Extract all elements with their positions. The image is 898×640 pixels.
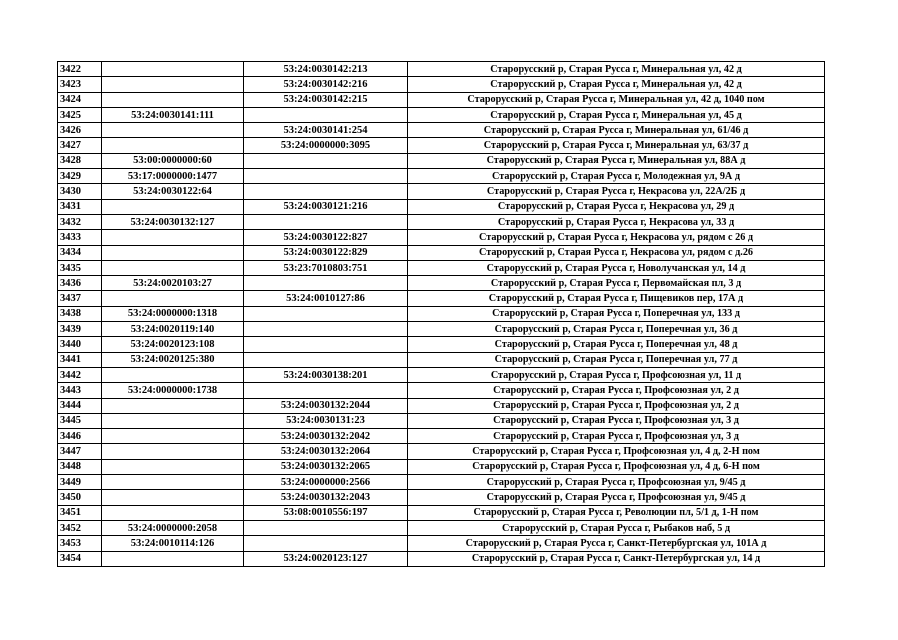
cadastral-number-1: 53:24:0030141:111 (102, 107, 244, 122)
cadastral-number-2: 53:24:0030132:2064 (244, 444, 408, 459)
address: Старорусский р, Старая Русса г, Профсоюзная ул, 2 д (408, 383, 825, 398)
cadastral-number-1 (102, 62, 244, 77)
row-number: 3427 (58, 138, 102, 153)
cadastral-number-1 (102, 138, 244, 153)
cadastral-number-1 (102, 92, 244, 107)
cadastral-number-1: 53:24:0030122:64 (102, 184, 244, 199)
table-row (58, 123, 825, 138)
row-number: 3422 (58, 62, 102, 77)
address: Старорусский р, Старая Русса г, Минеральная ул, 45 д (408, 107, 825, 122)
cadastral-number-1 (102, 475, 244, 490)
cadastral-number-2: 53:24:0010127:86 (244, 291, 408, 306)
row-number: 3437 (58, 291, 102, 306)
table-row (58, 505, 825, 520)
cadastral-number-2 (244, 322, 408, 337)
row-number: 3453 (58, 536, 102, 551)
table-body (58, 62, 825, 567)
cadastral-number-1 (102, 123, 244, 138)
cadastral-number-2 (244, 520, 408, 535)
row-number: 3440 (58, 337, 102, 352)
cadastral-number-1 (102, 199, 244, 214)
row-number: 3431 (58, 199, 102, 214)
cadastral-number-1 (102, 413, 244, 428)
address: Старорусский р, Старая Русса г, Санкт-Петербургская ул, 101А д (408, 536, 825, 551)
address: Старорусский р, Старая Русса г, Минеральная ул, 42 д (408, 77, 825, 92)
address: Старорусский р, Старая Русса г, Поперечная ул, 133 д (408, 306, 825, 321)
table-row (58, 459, 825, 474)
address: Старорусский р, Старая Русса г, Некрасова ул, 33 д (408, 214, 825, 229)
cadastral-number-2: 53:24:0030142:215 (244, 92, 408, 107)
address: Старорусский р, Старая Русса г, Профсоюзная ул, 2 д (408, 398, 825, 413)
cadastral-number-2 (244, 169, 408, 184)
address: Старорусский р, Старая Русса г, Поперечная ул, 77 д (408, 352, 825, 367)
address: Старорусский р, Старая Русса г, Некрасова ул, 22А/2Б д (408, 184, 825, 199)
row-number: 3442 (58, 367, 102, 382)
table-row (58, 245, 825, 260)
table-row (58, 276, 825, 291)
table-row (58, 62, 825, 77)
cadastral-number-2 (244, 276, 408, 291)
address: Старорусский р, Старая Русса г, Минеральная ул, 42 д (408, 62, 825, 77)
cadastral-number-2 (244, 107, 408, 122)
row-number: 3423 (58, 77, 102, 92)
address: Старорусский р, Старая Русса г, Санкт-Петербургская ул, 14 д (408, 551, 825, 566)
cadastral-number-2: 53:24:0020123:127 (244, 551, 408, 566)
cadastral-number-1 (102, 444, 244, 459)
cadastral-number-1 (102, 260, 244, 275)
row-number: 3429 (58, 169, 102, 184)
cadastral-number-1: 53:24:0030132:127 (102, 214, 244, 229)
cadastral-number-2 (244, 214, 408, 229)
cadastral-number-2 (244, 306, 408, 321)
cadastral-number-1 (102, 367, 244, 382)
address: Старорусский р, Старая Русса г, Минеральная ул, 42 д, 1040 пом (408, 92, 825, 107)
cadastral-number-2: 53:24:0000000:2566 (244, 475, 408, 490)
table-row (58, 367, 825, 382)
row-number: 3449 (58, 475, 102, 490)
table-row (58, 413, 825, 428)
table-row (58, 536, 825, 551)
table-row (58, 230, 825, 245)
address: Старорусский р, Старая Русса г, Первомайская пл, 3 д (408, 276, 825, 291)
cadastral-number-2: 53:24:0030122:829 (244, 245, 408, 260)
row-number: 3432 (58, 214, 102, 229)
cadastral-number-1: 53:24:0020123:108 (102, 337, 244, 352)
cadastral-number-1 (102, 429, 244, 444)
table-row (58, 551, 825, 566)
address: Старорусский р, Старая Русса г, Некрасова ул, рядом с д.26 (408, 245, 825, 260)
row-number: 3446 (58, 429, 102, 444)
address: Старорусский р, Старая Русса г, Профсоюзная ул, 9/45 д (408, 490, 825, 505)
address: Старорусский р, Старая Русса г, Некрасова ул, рядом с 26 д (408, 230, 825, 245)
row-number: 3425 (58, 107, 102, 122)
cadastral-number-2 (244, 337, 408, 352)
row-number: 3450 (58, 490, 102, 505)
cadastral-number-1 (102, 230, 244, 245)
row-number: 3438 (58, 306, 102, 321)
cadastral-number-2: 53:08:0010556:197 (244, 505, 408, 520)
row-number: 3452 (58, 520, 102, 535)
row-number: 3448 (58, 459, 102, 474)
address: Старорусский р, Старая Русса г, Поперечная ул, 36 д (408, 322, 825, 337)
table-row (58, 260, 825, 275)
table-row (58, 214, 825, 229)
address: Старорусский р, Старая Русса г, Профсоюзная ул, 3 д (408, 413, 825, 428)
address: Старорусский р, Старая Русса г, Минеральная ул, 63/37 д (408, 138, 825, 153)
cadastral-number-1: 53:24:0020125:380 (102, 352, 244, 367)
table-row (58, 398, 825, 413)
table-row (58, 383, 825, 398)
cadastral-number-2: 53:23:7010803:751 (244, 260, 408, 275)
row-number: 3447 (58, 444, 102, 459)
address: Старорусский р, Старая Русса г, Минеральная ул, 61/46 д (408, 123, 825, 138)
cadastral-number-1: 53:24:0000000:2058 (102, 520, 244, 535)
cadastral-number-2: 53:24:0030132:2043 (244, 490, 408, 505)
table-row (58, 199, 825, 214)
cadastral-number-1: 53:17:0000000:1477 (102, 169, 244, 184)
table-row (58, 444, 825, 459)
cadastral-number-2 (244, 153, 408, 168)
row-number: 3436 (58, 276, 102, 291)
cadastral-number-2 (244, 536, 408, 551)
row-number: 3441 (58, 352, 102, 367)
table-row (58, 169, 825, 184)
table-row (58, 77, 825, 92)
cadastral-number-2: 53:24:0030121:216 (244, 199, 408, 214)
cadastral-number-1: 53:24:0010114:126 (102, 536, 244, 551)
table-row (58, 92, 825, 107)
row-number: 3426 (58, 123, 102, 138)
cadastral-number-2: 53:24:0030132:2042 (244, 429, 408, 444)
table-row (58, 490, 825, 505)
cadastral-number-2 (244, 352, 408, 367)
cadastral-number-1 (102, 505, 244, 520)
cadastral-number-1: 53:24:0020103:27 (102, 276, 244, 291)
address: Старорусский р, Старая Русса г, Профсоюзная ул, 11 д (408, 367, 825, 382)
address: Старорусский р, Старая Русса г, Молодежная ул, 9А д (408, 169, 825, 184)
row-number: 3433 (58, 230, 102, 245)
cadastral-number-2: 53:24:0030142:216 (244, 77, 408, 92)
cadastral-number-2: 53:24:0000000:3095 (244, 138, 408, 153)
cadastral-number-2: 53:24:0030142:213 (244, 62, 408, 77)
table-row (58, 153, 825, 168)
address: Старорусский р, Старая Русса г, Революции пл, 5/1 д, 1-Н пом (408, 505, 825, 520)
table-row (58, 520, 825, 535)
row-number: 3445 (58, 413, 102, 428)
cadastral-number-1: 53:24:0000000:1318 (102, 306, 244, 321)
property-register-table (57, 61, 825, 567)
row-number: 3424 (58, 92, 102, 107)
row-number: 3439 (58, 322, 102, 337)
row-number: 3428 (58, 153, 102, 168)
table-row (58, 475, 825, 490)
table-row (58, 429, 825, 444)
table-row (58, 107, 825, 122)
cadastral-number-1: 53:24:0000000:1738 (102, 383, 244, 398)
cadastral-number-2: 53:24:0030132:2044 (244, 398, 408, 413)
row-number: 3434 (58, 245, 102, 260)
row-number: 3451 (58, 505, 102, 520)
address: Старорусский р, Старая Русса г, Поперечная ул, 48 д (408, 337, 825, 352)
table-row (58, 306, 825, 321)
address: Старорусский р, Старая Русса г, Рыбаков наб, 5 д (408, 520, 825, 535)
cadastral-number-1 (102, 77, 244, 92)
address: Старорусский р, Старая Русса г, Пищевиков пер, 17А д (408, 291, 825, 306)
cadastral-number-2: 53:24:0030131:23 (244, 413, 408, 428)
cadastral-number-2: 53:24:0030138:201 (244, 367, 408, 382)
cadastral-number-1 (102, 291, 244, 306)
address: Старорусский р, Старая Русса г, Профсоюзная ул, 4 д, 6-Н пом (408, 459, 825, 474)
table-row (58, 352, 825, 367)
address: Старорусский р, Старая Русса г, Новолучанская ул, 14 д (408, 260, 825, 275)
row-number: 3430 (58, 184, 102, 199)
cadastral-number-1 (102, 398, 244, 413)
cadastral-number-1 (102, 245, 244, 260)
cadastral-number-1: 53:00:0000000:60 (102, 153, 244, 168)
table-row (58, 337, 825, 352)
address: Старорусский р, Старая Русса г, Некрасова ул, 29 д (408, 199, 825, 214)
cadastral-number-1 (102, 459, 244, 474)
row-number: 3444 (58, 398, 102, 413)
row-number: 3454 (58, 551, 102, 566)
table-row (58, 291, 825, 306)
cadastral-number-2: 53:24:0030132:2065 (244, 459, 408, 474)
address: Старорусский р, Старая Русса г, Минеральная ул, 88А д (408, 153, 825, 168)
cadastral-number-2 (244, 184, 408, 199)
address: Старорусский р, Старая Русса г, Профсоюзная ул, 4 д, 2-Н пом (408, 444, 825, 459)
cadastral-number-2 (244, 383, 408, 398)
address: Старорусский р, Старая Русса г, Профсоюзная ул, 3 д (408, 429, 825, 444)
row-number: 3443 (58, 383, 102, 398)
cadastral-number-1 (102, 551, 244, 566)
table-row (58, 184, 825, 199)
cadastral-number-2: 53:24:0030141:254 (244, 123, 408, 138)
cadastral-number-2: 53:24:0030122:827 (244, 230, 408, 245)
cadastral-number-1: 53:24:0020119:140 (102, 322, 244, 337)
table-row (58, 322, 825, 337)
cadastral-number-1 (102, 490, 244, 505)
address: Старорусский р, Старая Русса г, Профсоюзная ул, 9/45 д (408, 475, 825, 490)
table-row (58, 138, 825, 153)
row-number: 3435 (58, 260, 102, 275)
